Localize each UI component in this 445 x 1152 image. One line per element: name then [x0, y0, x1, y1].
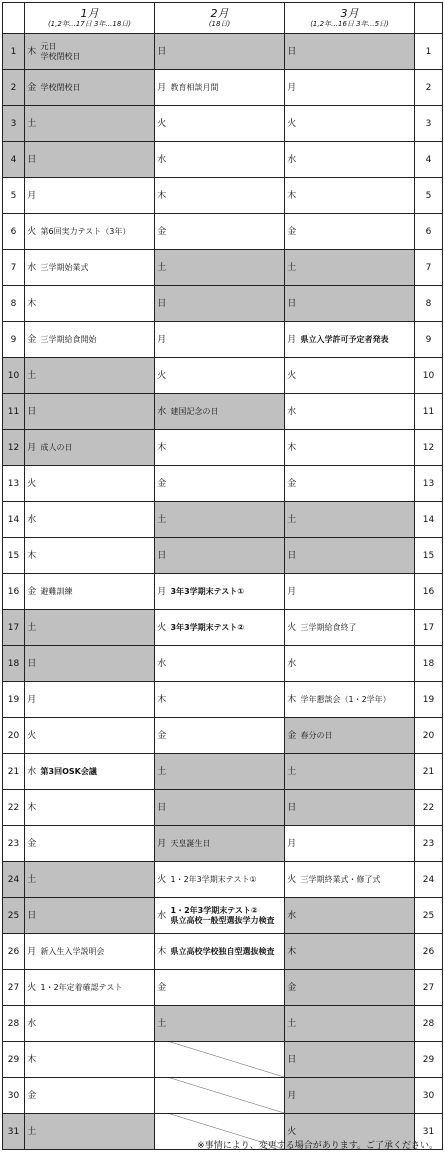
- day-row: [3, 430, 443, 466]
- month-school-days: (1,2年…16日 3年…5日): [310, 19, 389, 28]
- event-cell: [39, 682, 155, 718]
- event-cell: [299, 214, 415, 250]
- weekday-cell: 火: [285, 610, 299, 646]
- header-row: [3, 3, 443, 34]
- weekday-cell: 木: [25, 34, 39, 70]
- day-row: [3, 610, 443, 646]
- day-number: 7: [3, 250, 25, 286]
- day-row: [3, 250, 443, 286]
- weekday-cell: 金: [25, 70, 39, 106]
- weekday-cell: 土: [155, 250, 169, 286]
- weekday-cell: 月: [285, 70, 299, 106]
- weekday-cell: 金: [25, 322, 39, 358]
- event-cell: 県立高校学校独自型選抜検査: [169, 934, 285, 970]
- weekday-cell: 火: [25, 718, 39, 754]
- event-cell: [169, 34, 285, 70]
- month-title: 3月: [340, 6, 359, 20]
- event-cell: [169, 286, 285, 322]
- event-cell: [299, 538, 415, 574]
- weekday-cell: 水: [285, 898, 299, 934]
- event-cell: [39, 646, 155, 682]
- weekday-cell: 金: [285, 970, 299, 1006]
- event-cell: [299, 1042, 415, 1078]
- day-row: [3, 862, 443, 898]
- day-row: [3, 898, 443, 934]
- event-cell: [299, 106, 415, 142]
- diagonal-strike: [155, 1078, 284, 1113]
- weekday-cell: 日: [155, 538, 169, 574]
- event-cell: [169, 646, 285, 682]
- weekday-cell: 土: [25, 106, 39, 142]
- weekday-cell: 水: [25, 754, 39, 790]
- day-number: 22: [3, 790, 25, 826]
- weekday-cell: 日: [25, 142, 39, 178]
- event-cell: 教育相談月間: [169, 70, 285, 106]
- event-cell: [299, 574, 415, 610]
- event-cell: [299, 1078, 415, 1114]
- day-row: [3, 538, 443, 574]
- event-cell: [169, 106, 285, 142]
- weekday-cell: 月: [155, 70, 169, 106]
- weekday-cell: 土: [285, 250, 299, 286]
- day-number: 1: [3, 34, 25, 70]
- day-number: 31: [3, 1114, 25, 1150]
- event-cell: [299, 1006, 415, 1042]
- day-row: [3, 682, 443, 718]
- event-cell: [39, 142, 155, 178]
- day-number: 19: [415, 682, 443, 718]
- weekday-cell: 火: [285, 106, 299, 142]
- event-cell: [299, 466, 415, 502]
- day-number: 3: [415, 106, 443, 142]
- event-cell: [39, 394, 155, 430]
- event-cell: 元日 学校閉校日: [39, 34, 155, 70]
- event-cell: 避難訓練: [39, 574, 155, 610]
- day-number: 20: [3, 718, 25, 754]
- weekday-cell: 土: [285, 502, 299, 538]
- day-number: 28: [3, 1006, 25, 1042]
- day-number: 15: [415, 538, 443, 574]
- weekday-cell: 木: [155, 178, 169, 214]
- day-number: 11: [415, 394, 443, 430]
- day-row: [3, 1042, 443, 1078]
- day-number: 18: [415, 646, 443, 682]
- event-cell: [39, 358, 155, 394]
- event-cell: [169, 358, 285, 394]
- event-cell: 県立入学許可予定者発表: [299, 322, 415, 358]
- weekday-cell: 木: [285, 934, 299, 970]
- event-cell: [169, 178, 285, 214]
- event-cell: [299, 934, 415, 970]
- weekday-cell: 金: [285, 466, 299, 502]
- weekday-cell: 金: [155, 214, 169, 250]
- day-row: [3, 466, 443, 502]
- day-row: [3, 178, 443, 214]
- day-number: 21: [3, 754, 25, 790]
- day-number: 26: [415, 934, 443, 970]
- weekday-cell: 火: [25, 970, 39, 1006]
- day-number: 10: [415, 358, 443, 394]
- event-cell: 3年3学期末テスト②: [169, 610, 285, 646]
- event-cell: 成人の日: [39, 430, 155, 466]
- day-number: 17: [3, 610, 25, 646]
- event-cell: [299, 34, 415, 70]
- event-cell: [299, 970, 415, 1006]
- day-number: 2: [3, 70, 25, 106]
- day-number: 16: [415, 574, 443, 610]
- weekday-cell: 木: [285, 682, 299, 718]
- weekday-cell: 土: [25, 358, 39, 394]
- event-cell: [169, 502, 285, 538]
- day-number: 6: [415, 214, 443, 250]
- weekday-cell: 水: [285, 394, 299, 430]
- event-cell: [169, 214, 285, 250]
- weekday-cell: 日: [25, 646, 39, 682]
- day-number: 8: [415, 286, 443, 322]
- month-school-days: (18日): [208, 19, 231, 28]
- day-row: [3, 394, 443, 430]
- event-cell: [169, 322, 285, 358]
- day-number: 23: [3, 826, 25, 862]
- weekday-cell: 日: [285, 286, 299, 322]
- day-number: 11: [3, 394, 25, 430]
- day-number: 17: [415, 610, 443, 646]
- weekday-cell: 月: [285, 1078, 299, 1114]
- event-cell: [39, 898, 155, 934]
- weekday-cell: 金: [25, 826, 39, 862]
- day-row: [3, 358, 443, 394]
- day-row: [3, 754, 443, 790]
- event-cell: 三学期終業式・修了式: [299, 862, 415, 898]
- day-row: [3, 790, 443, 826]
- day-row: [3, 1006, 443, 1042]
- day-number: 27: [415, 970, 443, 1006]
- event-cell: [299, 646, 415, 682]
- day-number: 9: [415, 322, 443, 358]
- day-row: [3, 106, 443, 142]
- event-cell: [39, 610, 155, 646]
- day-row: [3, 502, 443, 538]
- day-number: 2: [415, 70, 443, 106]
- weekday-cell: 日: [285, 790, 299, 826]
- event-cell: [39, 286, 155, 322]
- event-cell: [299, 178, 415, 214]
- day-number: 20: [415, 718, 443, 754]
- event-cell: 新入生入学説明会: [39, 934, 155, 970]
- weekday-cell: 土: [285, 754, 299, 790]
- weekday-cell: 木: [285, 430, 299, 466]
- event-cell: [39, 862, 155, 898]
- weekday-cell: 水: [155, 646, 169, 682]
- day-number: 29: [3, 1042, 25, 1078]
- month-title: 1月: [80, 6, 99, 20]
- event-cell: [169, 142, 285, 178]
- event-cell: [299, 502, 415, 538]
- day-number: 3: [3, 106, 25, 142]
- weekday-cell: 火: [285, 1114, 299, 1150]
- day-number: 28: [415, 1006, 443, 1042]
- weekday-cell: 土: [155, 1006, 169, 1042]
- weekday-cell: 水: [155, 142, 169, 178]
- day-row: [3, 214, 443, 250]
- event-cell: [299, 898, 415, 934]
- day-number: 12: [3, 430, 25, 466]
- weekday-cell: 水: [155, 898, 169, 934]
- weekday-cell: 日: [285, 1042, 299, 1078]
- event-cell: 天皇誕生日: [169, 826, 285, 862]
- event-cell: [169, 538, 285, 574]
- day-number: 13: [415, 466, 443, 502]
- weekday-cell: 日: [285, 34, 299, 70]
- day-number: 19: [3, 682, 25, 718]
- event-cell: [169, 466, 285, 502]
- day-number: 9: [3, 322, 25, 358]
- day-row: [3, 718, 443, 754]
- event-cell: [169, 718, 285, 754]
- event-cell: [169, 430, 285, 466]
- nonexistent-day-cell: [155, 1042, 285, 1078]
- header-corner-right: [415, 3, 443, 34]
- weekday-cell: 火: [155, 862, 169, 898]
- day-number: 13: [3, 466, 25, 502]
- weekday-cell: 水: [25, 1006, 39, 1042]
- day-number: 30: [3, 1078, 25, 1114]
- day-number: 23: [415, 826, 443, 862]
- day-row: [3, 826, 443, 862]
- weekday-cell: 月: [285, 322, 299, 358]
- event-cell: [39, 790, 155, 826]
- event-cell: [39, 502, 155, 538]
- day-number: 25: [3, 898, 25, 934]
- footer-note: ※事情により、変更する場合があります。ご了承ください。: [197, 1141, 438, 1151]
- day-number: 29: [415, 1042, 443, 1078]
- weekday-cell: 月: [25, 178, 39, 214]
- event-cell: 三学期給食終了: [299, 610, 415, 646]
- weekday-cell: 土: [155, 502, 169, 538]
- event-cell: 学校閉校日: [39, 70, 155, 106]
- weekday-cell: 木: [25, 1042, 39, 1078]
- weekday-cell: 金: [155, 970, 169, 1006]
- weekday-cell: 月: [25, 430, 39, 466]
- weekday-cell: 火: [285, 358, 299, 394]
- event-cell: [39, 718, 155, 754]
- event-cell: [299, 394, 415, 430]
- event-cell: [299, 358, 415, 394]
- weekday-cell: 木: [25, 790, 39, 826]
- day-row: [3, 970, 443, 1006]
- weekday-cell: 日: [25, 394, 39, 430]
- day-number: 1: [415, 34, 443, 70]
- day-number: 14: [415, 502, 443, 538]
- day-number: 31: [415, 1114, 443, 1150]
- day-number: 10: [3, 358, 25, 394]
- event-cell: [299, 286, 415, 322]
- day-number: 4: [3, 142, 25, 178]
- event-cell: [299, 826, 415, 862]
- weekday-cell: 月: [155, 574, 169, 610]
- day-number: 21: [415, 754, 443, 790]
- day-number: 30: [415, 1078, 443, 1114]
- day-row: [3, 934, 443, 970]
- event-cell: [299, 790, 415, 826]
- day-number: 8: [3, 286, 25, 322]
- header-month-feb: [155, 3, 285, 34]
- weekday-cell: 水: [155, 394, 169, 430]
- calendar-table: [2, 2, 443, 1150]
- weekday-cell: 土: [155, 754, 169, 790]
- weekday-cell: 日: [285, 538, 299, 574]
- event-cell: 建国記念の日: [169, 394, 285, 430]
- weekday-cell: 月: [285, 574, 299, 610]
- day-number: 24: [415, 862, 443, 898]
- day-number: 25: [415, 898, 443, 934]
- day-number: 26: [3, 934, 25, 970]
- weekday-cell: 木: [285, 178, 299, 214]
- event-cell: [299, 250, 415, 286]
- event-cell: 3年3学期末テスト①: [169, 574, 285, 610]
- header-month-mar: [285, 3, 415, 34]
- weekday-cell: 木: [155, 430, 169, 466]
- weekday-cell: 水: [285, 142, 299, 178]
- weekday-cell: 土: [25, 862, 39, 898]
- event-cell: 1・2年3学期末テスト①: [169, 862, 285, 898]
- event-cell: [39, 178, 155, 214]
- weekday-cell: 金: [155, 466, 169, 502]
- weekday-cell: 火: [25, 214, 39, 250]
- day-number: 15: [3, 538, 25, 574]
- header-corner-left: [3, 3, 25, 34]
- event-cell: 学年懇談会（1・2学年）: [299, 682, 415, 718]
- event-cell: [169, 754, 285, 790]
- event-cell: [299, 70, 415, 106]
- day-number: 18: [3, 646, 25, 682]
- day-row: [3, 70, 443, 106]
- event-cell: 1・2年定着確認テスト: [39, 970, 155, 1006]
- event-cell: [39, 1078, 155, 1114]
- event-cell: [39, 826, 155, 862]
- nonexistent-day-cell: [155, 1078, 285, 1114]
- weekday-cell: 木: [155, 934, 169, 970]
- header-month-jan: [25, 3, 155, 34]
- event-cell: [169, 1006, 285, 1042]
- day-number: 24: [3, 862, 25, 898]
- day-number: 6: [3, 214, 25, 250]
- day-row: [3, 646, 443, 682]
- day-number: 27: [3, 970, 25, 1006]
- weekday-cell: 火: [25, 466, 39, 502]
- weekday-cell: 水: [25, 250, 39, 286]
- weekday-cell: 水: [285, 646, 299, 682]
- day-number: 4: [415, 142, 443, 178]
- event-cell: 第3回OSK会議: [39, 754, 155, 790]
- weekday-cell: 火: [155, 358, 169, 394]
- event-cell: [39, 1006, 155, 1042]
- weekday-cell: 火: [155, 610, 169, 646]
- month-school-days: (1,2年…17日 3年…18日): [47, 19, 132, 28]
- day-row: [3, 34, 443, 70]
- day-number: 22: [415, 790, 443, 826]
- weekday-cell: 月: [25, 682, 39, 718]
- weekday-cell: 月: [25, 934, 39, 970]
- event-cell: 三学期給食開始: [39, 322, 155, 358]
- weekday-cell: 火: [285, 862, 299, 898]
- day-number: 5: [415, 178, 443, 214]
- weekday-cell: 金: [25, 1078, 39, 1114]
- weekday-cell: 金: [25, 574, 39, 610]
- weekday-cell: 木: [25, 538, 39, 574]
- weekday-cell: 月: [155, 826, 169, 862]
- weekday-cell: 金: [285, 214, 299, 250]
- event-cell: [299, 754, 415, 790]
- event-cell: 第6回実力テスト（3年）: [39, 214, 155, 250]
- weekday-cell: 日: [25, 898, 39, 934]
- event-cell: [299, 430, 415, 466]
- day-row: [3, 1078, 443, 1114]
- weekday-cell: 日: [155, 34, 169, 70]
- event-cell: [169, 970, 285, 1006]
- event-cell: [39, 538, 155, 574]
- month-title: 2月: [210, 6, 229, 20]
- event-cell: [169, 790, 285, 826]
- weekday-cell: 水: [25, 502, 39, 538]
- event-cell: [39, 106, 155, 142]
- event-cell: 春分の日: [299, 718, 415, 754]
- weekday-cell: 木: [155, 682, 169, 718]
- weekday-cell: 土: [285, 1006, 299, 1042]
- weekday-cell: 金: [285, 718, 299, 754]
- weekday-cell: 木: [25, 286, 39, 322]
- day-number: 16: [3, 574, 25, 610]
- weekday-cell: 月: [155, 322, 169, 358]
- day-number: 7: [415, 250, 443, 286]
- weekday-cell: 日: [155, 790, 169, 826]
- event-cell: [39, 1042, 155, 1078]
- day-row: [3, 286, 443, 322]
- event-cell: 1・2年3学期末テスト② 県立高校一般型選抜学力検査: [169, 898, 285, 934]
- event-cell: [299, 142, 415, 178]
- school-calendar: [2, 2, 442, 1150]
- event-cell: 三学期始業式: [39, 250, 155, 286]
- event-cell: [169, 682, 285, 718]
- day-number: 5: [3, 178, 25, 214]
- day-number: 12: [415, 430, 443, 466]
- day-number: 14: [3, 502, 25, 538]
- day-row: [3, 142, 443, 178]
- weekday-cell: 金: [155, 718, 169, 754]
- weekday-cell: 火: [155, 106, 169, 142]
- day-row: [3, 322, 443, 358]
- event-cell: [39, 466, 155, 502]
- diagonal-strike: [155, 1042, 284, 1077]
- weekday-cell: 土: [25, 1114, 39, 1150]
- weekday-cell: 月: [285, 826, 299, 862]
- day-row: [3, 574, 443, 610]
- weekday-cell: 日: [155, 286, 169, 322]
- event-cell: [169, 250, 285, 286]
- weekday-cell: 土: [25, 610, 39, 646]
- calendar-body: [3, 34, 443, 1150]
